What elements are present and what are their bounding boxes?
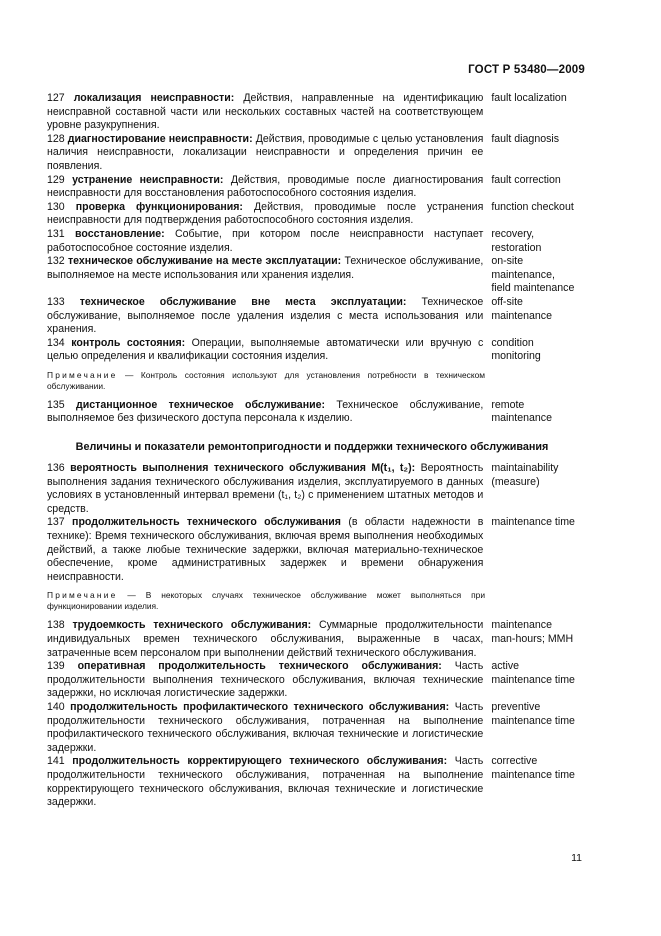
term-entry-134 [47,337,577,364]
term-name: продолжительность профилактического технического обслуживания: [70,700,450,713]
term-name: устранение неисправности: [72,173,224,186]
term-name: контроль состояния: [71,336,186,349]
term-name: диагностирование неисправности: [67,132,253,145]
term-definition: Суммарные продолжительности индивидуальных времен технического обслуживания, выраженные в часах, затраченные всем персоналом при выполнении действий технического обслуживания. [47,619,484,659]
term-number: 131 [47,227,65,240]
term-entry-132 [47,255,577,296]
term-name: оперативная продолжительность технического обслуживания: [77,660,442,673]
term-english: remote maintenance [491,398,552,425]
term-entry-130 [47,201,577,228]
term-definition: Событие, при котором после неисправности наступает работоспособное состояние изделия. [47,227,484,254]
term-number: 141 [47,755,65,768]
term-entry-129 [47,174,577,201]
note-137 [47,590,485,612]
term-definition: Техническое обслуживание, выполняемое после удаления изделия с места использования или хранения. [47,295,484,336]
term-definition: Операции, выполняемые автоматически или вручную с целью определения и квалификации состояния изделия. [47,336,484,363]
note-text: — Контроль состояния используют для установления потребности в техническом обслуживании. [47,369,485,391]
standard-header: ГОСТ Р 53480—2009 [468,64,585,76]
term-entry-128 [47,133,577,174]
term-english: fault correction [491,173,561,186]
term-entry-141 [47,755,577,809]
term-english: condition monitoring [491,336,541,363]
term-symbol: M(t₁, t₂): [371,462,416,475]
note-134 [47,370,485,392]
term-definition: Часть продолжительности выполнения технического обслуживания, включая технические задержки, но исключая логистические задержки. [47,660,484,700]
term-number: 133 [47,295,65,308]
term-definition: Часть продолжительности технического обслуживания, потраченная на выполнение корректирующего технического обслуживания, включая технические и логистические задержки. [47,755,484,809]
term-name: техническое обслуживание вне места эксплуатации: [79,295,407,308]
term-definition: Часть продолжительности технического обслуживания, потраченная на выполнение профилактического технического обслуживания, включая технические и логистические задержки. [47,700,484,754]
term-english: function checkout [491,200,574,213]
term-name: дистанционное техническое обслуживание: [76,398,326,411]
term-definition: Действия, проводимые после устранения неисправности для подтверждения работоспособного состояния изделия. [47,200,484,227]
term-number: 134 [47,336,65,349]
term-entry-137 [47,516,577,584]
term-entry-136 [47,462,577,516]
term-english: maintenance man-hours; MMH [491,619,574,645]
terms-content [47,92,577,810]
term-english: corrective maintenance time [491,755,575,781]
term-number: 140 [47,700,65,713]
term-english: active maintenance time [491,660,575,686]
term-name: проверка функционирования: [75,200,243,213]
term-english: fault diagnosis [491,132,560,145]
term-name: восстановление: [75,227,165,240]
term-number: 127 [47,92,65,104]
term-english: maintenance time [491,516,575,529]
term-entry-135 [47,399,577,426]
term-name: локализация неисправности: [73,92,235,104]
term-name: продолжительность корректирующего технического обслуживания: [72,755,448,768]
term-entry-139 [47,660,577,701]
term-number: 128 [47,132,65,145]
term-name: вероятность выполнения технического обслуживания [70,462,366,475]
term-entry-138 [47,619,577,660]
term-definition: Вероятность выполнения задания технического обслуживания изделия, эксплуатируемого в данных условиях в установленный интервал времени (t₁, t₂) с применением штатных методов и средств. [47,462,484,515]
term-english: maintainability (measure) [491,462,559,488]
term-number: 138 [47,619,65,632]
term-name: трудоемкость технического обслуживания: [72,619,312,632]
term-english: fault localization [491,92,567,104]
term-number: 136 [47,462,65,475]
note-label: Примечание [47,369,118,380]
term-definition: Техническое обслуживание, выполняемое без физического доступа персонала к изделию. [47,398,484,425]
page-number: 11 [571,852,582,864]
term-definition: (в области надежности в технике): Время технического обслуживания, включая время выполнения необходимых действий, а также любые технические задержки, включая материально-техническое обеспечение, кроме административных задержек и времени обнаружения неисправности. [47,516,484,583]
term-english: on-site maintenance, field maintenance [491,255,575,295]
term-entry-133 [47,296,577,337]
term-entry-140 [47,701,577,755]
term-definition: Техническое обслуживание, выполняемое на месте использования или хранения изделия. [47,255,484,281]
term-number: 135 [47,398,65,411]
term-english: off-site maintenance [491,295,552,322]
term-entry-127 [47,92,577,133]
note-label: Примечание [47,590,118,601]
term-number: 130 [47,200,65,213]
term-number: 137 [47,516,65,529]
term-name: техническое обслуживание на месте эксплуатации: [67,255,342,268]
term-name: продолжительность технического обслуживания [72,516,341,529]
note-text: — В некоторых случаях техническое обслуживание может выполняться при функционировании изделия. [47,590,486,612]
term-english: recovery, restoration [491,227,542,254]
section-title: Величины и показатели ремонтопригодности и поддержки технического обслуживания [75,441,549,454]
term-definition: Действия, направленные на идентификацию неисправной составной части или нескольких составных частей на соответствующем уровне разукрупнения. [47,92,484,132]
term-english: preventive maintenance time [491,700,575,727]
term-definition: Действия, проводимые с целью установления наличия неисправности, локализации неисправности и определения причин ее появления. [47,132,484,172]
term-number: 139 [47,660,65,673]
term-definition: Действия, проводимые после диагностирования неисправности для восстановления работоспособного состояния изделия. [47,173,484,200]
term-number: 132 [47,255,65,268]
term-number: 129 [47,173,65,186]
term-entry-131 [47,228,577,255]
